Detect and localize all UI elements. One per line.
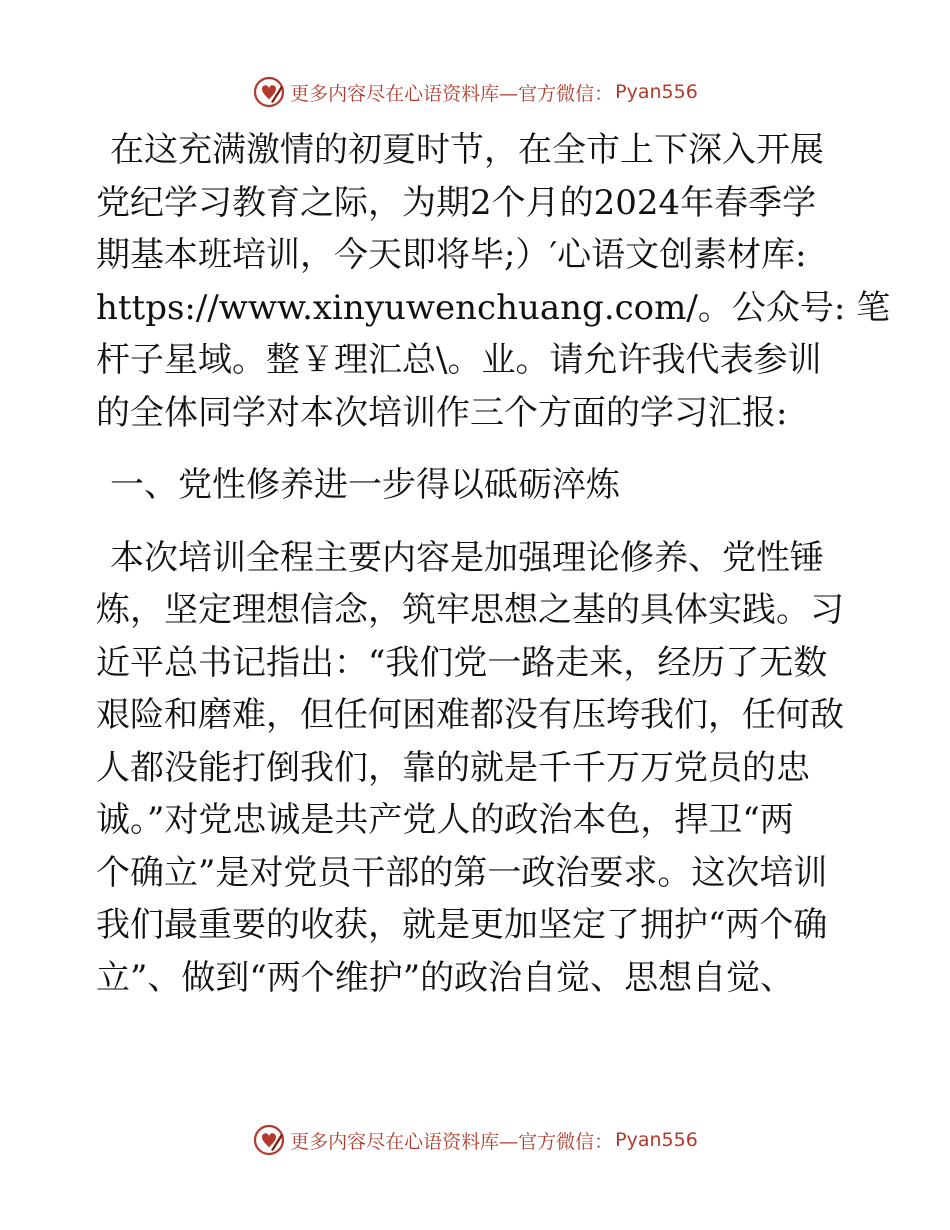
document-body [96,124,891,1004]
paragraph-2-line-8: 我们最重要的收获，就是更加坚定了拥护“两个确 [96,905,828,945]
section-heading-1: 一、党性修养进一步得以砥砺淬炼 [110,465,620,505]
paragraph-1-line-4: https://www.xinyuwenchuang.com/。公众号: 笔 [96,287,891,328]
paragraph-1-line-1: 在这充满激情的初夏时节，在全市上下深入开展 [110,130,824,170]
footer-banner [0,1118,950,1162]
banner-text: 更多内容尽在心语资料库—官方微信： [290,1130,614,1153]
paragraph-2-line-4: 艰险和磨难，但任何困难都没有压垮我们，任何敌 [96,695,844,735]
paragraph-2-line-2: 炼，坚定理想信念，筑牢思想之基的具体实践。习 [96,590,844,630]
paragraph-2-line-5: 人都没能打倒我们，靠的就是千千万万党员的忠 [96,747,810,788]
header-banner [0,70,950,114]
paragraph-1-line-6: 的全体同学对本次培训作三个方面的学习汇报: [96,392,788,433]
paragraph-2-line-9: 立”、做到“两个维护”的政治自觉、思想自觉、 [96,957,795,998]
paragraph-2-line-7: 个确立”是对党员干部的第一政治要求。这次培训 [96,852,828,893]
paragraph-2-line-1: 本次培训全程主要内容是加强理论修养、党性锤 [110,537,824,578]
paragraph-2-line-6: 诚。”对党忠诚是共产党人的政治本色，捍卫“两 [96,800,794,840]
banner-text: 更多内容尽在心语资料库—官方微信： [290,82,614,105]
paragraph-1-line-5: 杆子星域。整￥理汇总\。业。请允许我代表参训 [96,340,822,380]
heart-pen-logo-icon [252,75,286,109]
heart-pen-logo-icon [252,1123,286,1157]
banner-wechat-id: Pyan556 [615,1129,698,1151]
paragraph-2-line-3: 近平总书记指出：“我们党一路走来，经历了无数 [96,642,828,683]
paragraph-1-line-3: 期基本班培训，今天即将毕;）′心语文创素材库: [96,235,807,275]
banner-wechat-id: Pyan556 [615,81,698,103]
paragraph-1-line-2: 党纪学习教育之际，为期2个月的2024年春季学 [96,182,817,223]
